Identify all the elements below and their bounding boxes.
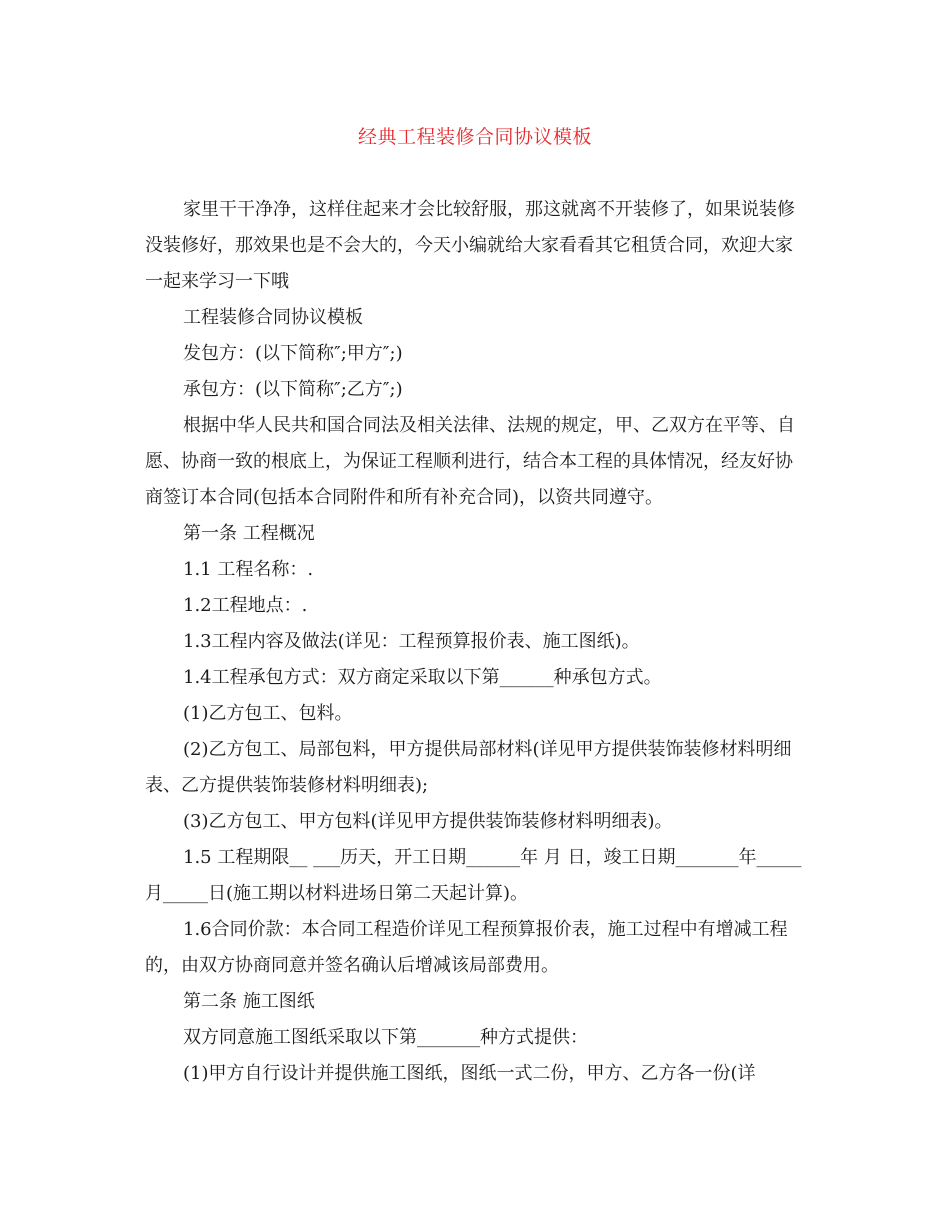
drawings-method-line: 双方同意施工图纸采取以下第_______种方式提供：: [183, 1027, 588, 1048]
document-body: [145, 192, 805, 1092]
clause-1-1: 1.1 工程名称：.: [183, 559, 314, 580]
contract-subtitle: 工程装修合同协议模板: [183, 307, 363, 328]
party-a-line: 发包方：(以下简称″;甲方″;): [183, 343, 403, 364]
clause-1-4: 1.4工程承包方式：双方商定采取以下第______种承包方式。: [183, 667, 662, 688]
option-2: (2)乙方包工、局部包料，甲方提供局部材料(详见甲方提供装饰装修材料明细表、乙方提供装饰装修材料明细表);: [145, 739, 792, 796]
document-title: 经典工程装修合同协议模板: [357, 126, 592, 148]
clause-1-6: 1.6合同价款：本合同工程造价详见工程预算报价表，施工过程中有增减工程的，由双方协商同意并签名确认后增减该局部费用。: [145, 919, 788, 976]
article-2-heading: 第二条 施工图纸: [183, 991, 315, 1012]
clause-1-5: 1.5 工程期限__ ___历天，开工日期______年 月 日，竣工日期_______年_____月_____日(施工期以材料进场日第二天起计算)。: [145, 847, 802, 904]
party-b-line: 承包方：(以下简称″;乙方″;): [183, 379, 403, 400]
clause-1-3: 1.3工程内容及做法(详见：工程预算报价表、施工图纸)。: [183, 631, 640, 652]
intro-paragraph: 家里干干净净，这样住起来才会比较舒服，那这就离不开装修了，如果说装修没装修好，那效果也是不会大的，今天小编就给大家看看其它租赁合同，欢迎大家一起来学习一下哦: [145, 199, 795, 292]
preamble-paragraph: 根据中华人民共和国合同法及相关法律、法规的规定，甲、乙双方在平等、自愿、协商一致的根底上，为保证工程顺利进行，结合本工程的具体情况，经友好协商签订本合同(包括本合同附件和所有补充合同)，以资共同遵守。: [145, 415, 795, 508]
option-1: (1)乙方包工、包料。: [183, 703, 353, 724]
option-3: (3)乙方包工、甲方包料(详见甲方提供装饰装修材料明细表)。: [183, 811, 673, 832]
clause-1-2: 1.2工程地点：.: [183, 595, 308, 616]
drawings-option-1: (1)甲方自行设计并提供施工图纸，图纸一式二份，甲方、乙方各一份(详: [183, 1063, 756, 1084]
article-1-heading: 第一条 工程概况: [183, 523, 315, 544]
